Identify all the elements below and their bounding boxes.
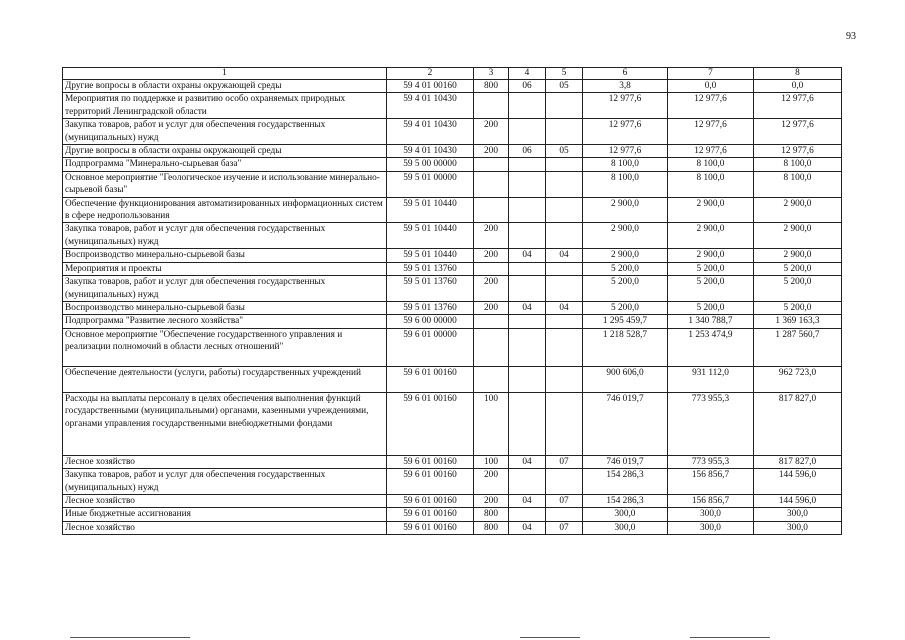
amount-year2-cell: 12 977,6 xyxy=(668,119,754,145)
subsection-cell xyxy=(546,223,583,249)
subsection-cell xyxy=(546,119,583,145)
section-cell xyxy=(509,197,546,223)
table-row xyxy=(63,301,842,314)
target-code-cell: 59 6 01 00160 xyxy=(387,521,474,534)
amount-year3-cell: 12 977,6 xyxy=(754,93,842,119)
header-cell: 3 xyxy=(474,68,509,80)
amount-year1-cell: 12 977,6 xyxy=(583,145,668,158)
budget-table xyxy=(62,67,842,535)
amount-year2-cell: 300,0 xyxy=(668,508,754,521)
expense-name-cell: Другие вопросы в области охраны окружающей среды xyxy=(63,80,387,93)
amount-year3-cell: 2 900,0 xyxy=(754,249,842,262)
target-code-cell: 59 5 01 13760 xyxy=(387,262,474,275)
amount-year1-cell: 2 900,0 xyxy=(583,197,668,223)
expense-type-cell: 200 xyxy=(474,469,509,495)
expense-name-cell: Закупка товаров, работ и услуг для обеспечения государственных (муниципальных) нужд xyxy=(63,119,387,145)
subsection-cell: 04 xyxy=(546,301,583,314)
header-cell: 6 xyxy=(583,68,668,80)
amount-year3-cell: 817 827,0 xyxy=(754,392,842,455)
expense-name-cell: Иные бюджетные ассигнования xyxy=(63,508,387,521)
amount-year3-cell: 5 200,0 xyxy=(754,301,842,314)
table-row xyxy=(63,262,842,275)
table-row xyxy=(63,494,842,507)
section-cell xyxy=(509,315,546,328)
amount-year2-cell: 300,0 xyxy=(668,521,754,534)
target-code-cell: 59 5 01 10440 xyxy=(387,223,474,249)
section-cell xyxy=(509,93,546,119)
subsection-cell xyxy=(546,392,583,455)
expense-type-cell: 200 xyxy=(474,494,509,507)
expense-name-cell: Обеспечение деятельности (услуги, работы) государственных учреждений xyxy=(63,366,387,392)
table-header-row xyxy=(63,68,842,80)
target-code-cell: 59 6 01 00160 xyxy=(387,392,474,455)
subsection-cell xyxy=(546,366,583,392)
amount-year1-cell: 154 286,3 xyxy=(583,469,668,495)
section-cell xyxy=(509,171,546,197)
amount-year3-cell: 1 369 163,3 xyxy=(754,315,842,328)
amount-year1-cell: 300,0 xyxy=(583,521,668,534)
expense-name-cell: Лесное хозяйство xyxy=(63,455,387,468)
target-code-cell: 59 6 01 00000 xyxy=(387,328,474,366)
table-row xyxy=(63,93,842,119)
section-cell xyxy=(509,276,546,302)
header-cell: 7 xyxy=(668,68,754,80)
amount-year3-cell: 144 596,0 xyxy=(754,494,842,507)
amount-year2-cell: 5 200,0 xyxy=(668,301,754,314)
amount-year2-cell: 0,0 xyxy=(668,80,754,93)
amount-year1-cell: 1 218 528,7 xyxy=(583,328,668,366)
expense-type-cell: 200 xyxy=(474,301,509,314)
target-code-cell: 59 4 01 10430 xyxy=(387,119,474,145)
amount-year3-cell: 2 900,0 xyxy=(754,223,842,249)
amount-year1-cell: 900 606,0 xyxy=(583,366,668,392)
header-cell: 1 xyxy=(63,68,387,80)
table-row xyxy=(63,197,842,223)
table-row xyxy=(63,276,842,302)
scan-edge-mark xyxy=(520,637,580,638)
expense-name-cell: Лесное хозяйство xyxy=(63,494,387,507)
amount-year2-cell: 1 340 788,7 xyxy=(668,315,754,328)
amount-year2-cell: 1 253 474,9 xyxy=(668,328,754,366)
amount-year3-cell: 300,0 xyxy=(754,508,842,521)
target-code-cell: 59 6 01 00160 xyxy=(387,455,474,468)
expense-type-cell xyxy=(474,197,509,223)
expense-name-cell: Подпрограмма "Минерально-сырьевая база" xyxy=(63,158,387,171)
section-cell: 06 xyxy=(509,145,546,158)
section-cell xyxy=(509,508,546,521)
subsection-cell xyxy=(546,262,583,275)
table-row xyxy=(63,328,842,366)
expense-type-cell xyxy=(474,158,509,171)
amount-year3-cell: 12 977,6 xyxy=(754,119,842,145)
expense-type-cell: 100 xyxy=(474,392,509,455)
expense-name-cell: Закупка товаров, работ и услуг для обеспечения государственных (муниципальных) нужд xyxy=(63,276,387,302)
section-cell xyxy=(509,469,546,495)
target-code-cell: 59 6 00 00000 xyxy=(387,315,474,328)
subsection-cell xyxy=(546,93,583,119)
amount-year1-cell: 8 100,0 xyxy=(583,158,668,171)
target-code-cell: 59 4 01 10430 xyxy=(387,93,474,119)
target-code-cell: 59 6 01 00160 xyxy=(387,469,474,495)
amount-year2-cell: 773 955,3 xyxy=(668,455,754,468)
header-cell: 2 xyxy=(387,68,474,80)
amount-year2-cell: 156 856,7 xyxy=(668,469,754,495)
expense-name-cell: Воспроизводство минерально-сырьевой базы xyxy=(63,301,387,314)
subsection-cell xyxy=(546,328,583,366)
amount-year3-cell: 12 977,6 xyxy=(754,145,842,158)
amount-year1-cell: 3,8 xyxy=(583,80,668,93)
expense-name-cell: Основное мероприятие "Обеспечение государственного управления и реализации полномочий в области лесных отношений" xyxy=(63,328,387,366)
section-cell: 04 xyxy=(509,249,546,262)
amount-year1-cell: 12 977,6 xyxy=(583,119,668,145)
subsection-cell: 04 xyxy=(546,249,583,262)
section-cell xyxy=(509,328,546,366)
section-cell: 04 xyxy=(509,455,546,468)
table-row xyxy=(63,171,842,197)
amount-year1-cell: 300,0 xyxy=(583,508,668,521)
expense-name-cell: Основное мероприятие "Геологическое изучение и использование минерально-сырьевой базы" xyxy=(63,171,387,197)
section-cell: 04 xyxy=(509,494,546,507)
target-code-cell: 59 6 01 00160 xyxy=(387,508,474,521)
expense-name-cell: Воспроизводство минерально-сырьевой базы xyxy=(63,249,387,262)
table-row xyxy=(63,223,842,249)
amount-year3-cell: 8 100,0 xyxy=(754,158,842,171)
amount-year1-cell: 8 100,0 xyxy=(583,171,668,197)
target-code-cell: 59 6 01 00160 xyxy=(387,494,474,507)
amount-year3-cell: 8 100,0 xyxy=(754,171,842,197)
target-code-cell: 59 5 01 10440 xyxy=(387,197,474,223)
expense-type-cell xyxy=(474,262,509,275)
amount-year2-cell: 12 977,6 xyxy=(668,145,754,158)
section-cell: 04 xyxy=(509,301,546,314)
expense-name-cell: Лесное хозяйство xyxy=(63,521,387,534)
expense-name-cell: Мероприятия и проекты xyxy=(63,262,387,275)
target-code-cell: 59 5 01 13760 xyxy=(387,301,474,314)
amount-year1-cell: 2 900,0 xyxy=(583,249,668,262)
header-cell: 8 xyxy=(754,68,842,80)
section-cell: 04 xyxy=(509,521,546,534)
amount-year2-cell: 5 200,0 xyxy=(668,262,754,275)
page-number: 93 xyxy=(846,31,856,42)
amount-year1-cell: 2 900,0 xyxy=(583,223,668,249)
expense-name-cell: Закупка товаров, работ и услуг для обеспечения государственных (муниципальных) нужд xyxy=(63,469,387,495)
expense-name-cell: Расходы на выплаты персоналу в целях обеспечения выполнения функций государственными (муниципальными) органами, казенными учреждениями, органами управления государственными внебюджетными фондами xyxy=(63,392,387,455)
subsection-cell: 05 xyxy=(546,80,583,93)
amount-year3-cell: 1 287 560,7 xyxy=(754,328,842,366)
amount-year2-cell: 8 100,0 xyxy=(668,171,754,197)
expense-type-cell: 200 xyxy=(474,223,509,249)
amount-year1-cell: 12 977,6 xyxy=(583,93,668,119)
table-row xyxy=(63,469,842,495)
expense-type-cell xyxy=(474,366,509,392)
subsection-cell xyxy=(546,315,583,328)
expense-type-cell: 800 xyxy=(474,508,509,521)
table-row xyxy=(63,366,842,392)
section-cell xyxy=(509,223,546,249)
expense-name-cell: Подпрограмма "Развитие лесного хозяйства" xyxy=(63,315,387,328)
amount-year1-cell: 746 019,7 xyxy=(583,455,668,468)
table-row xyxy=(63,249,842,262)
subsection-cell xyxy=(546,158,583,171)
subsection-cell xyxy=(546,469,583,495)
table-row xyxy=(63,315,842,328)
expense-name-cell: Закупка товаров, работ и услуг для обеспечения государственных (муниципальных) нужд xyxy=(63,223,387,249)
header-cell: 5 xyxy=(546,68,583,80)
amount-year1-cell: 1 295 459,7 xyxy=(583,315,668,328)
amount-year1-cell: 5 200,0 xyxy=(583,276,668,302)
amount-year3-cell: 300,0 xyxy=(754,521,842,534)
amount-year1-cell: 154 286,3 xyxy=(583,494,668,507)
expense-type-cell: 200 xyxy=(474,119,509,145)
amount-year3-cell: 0,0 xyxy=(754,80,842,93)
target-code-cell: 59 4 01 10430 xyxy=(387,145,474,158)
expense-name-cell: Обеспечение функционирования автоматизированных информационных систем в сфере недропользования xyxy=(63,197,387,223)
subsection-cell xyxy=(546,508,583,521)
amount-year3-cell: 2 900,0 xyxy=(754,197,842,223)
section-cell: 06 xyxy=(509,80,546,93)
expense-type-cell: 800 xyxy=(474,521,509,534)
subsection-cell: 05 xyxy=(546,145,583,158)
subsection-cell: 07 xyxy=(546,494,583,507)
amount-year2-cell: 156 856,7 xyxy=(668,494,754,507)
target-code-cell: 59 5 00 00000 xyxy=(387,158,474,171)
expense-type-cell xyxy=(474,171,509,197)
table-row xyxy=(63,80,842,93)
section-cell xyxy=(509,158,546,171)
subsection-cell xyxy=(546,171,583,197)
expense-type-cell: 800 xyxy=(474,80,509,93)
expense-type-cell xyxy=(474,93,509,119)
subsection-cell: 07 xyxy=(546,455,583,468)
scan-edge-mark xyxy=(70,637,190,638)
amount-year2-cell: 8 100,0 xyxy=(668,158,754,171)
section-cell xyxy=(509,392,546,455)
scan-edge-mark xyxy=(690,637,770,638)
table-row xyxy=(63,392,842,455)
table-row xyxy=(63,455,842,468)
amount-year2-cell: 2 900,0 xyxy=(668,249,754,262)
amount-year2-cell: 2 900,0 xyxy=(668,197,754,223)
expense-name-cell: Другие вопросы в области охраны окружающей среды xyxy=(63,145,387,158)
amount-year3-cell: 962 723,0 xyxy=(754,366,842,392)
section-cell xyxy=(509,366,546,392)
amount-year3-cell: 5 200,0 xyxy=(754,276,842,302)
expense-type-cell: 200 xyxy=(474,276,509,302)
subsection-cell xyxy=(546,197,583,223)
subsection-cell xyxy=(546,276,583,302)
table-row xyxy=(63,119,842,145)
section-cell xyxy=(509,262,546,275)
subsection-cell: 07 xyxy=(546,521,583,534)
amount-year2-cell: 12 977,6 xyxy=(668,93,754,119)
amount-year2-cell: 2 900,0 xyxy=(668,223,754,249)
target-code-cell: 59 5 01 10440 xyxy=(387,249,474,262)
expense-type-cell xyxy=(474,315,509,328)
amount-year3-cell: 817 827,0 xyxy=(754,455,842,468)
target-code-cell: 59 5 01 13760 xyxy=(387,276,474,302)
target-code-cell: 59 5 01 00000 xyxy=(387,171,474,197)
expense-type-cell xyxy=(474,328,509,366)
amount-year2-cell: 931 112,0 xyxy=(668,366,754,392)
amount-year3-cell: 144 596,0 xyxy=(754,469,842,495)
expense-name-cell: Мероприятия по поддержке и развитию особо охраняемых природных территорий Ленинградской области xyxy=(63,93,387,119)
table-row xyxy=(63,158,842,171)
amount-year1-cell: 5 200,0 xyxy=(583,262,668,275)
table-row xyxy=(63,521,842,534)
amount-year1-cell: 5 200,0 xyxy=(583,301,668,314)
section-cell xyxy=(509,119,546,145)
table-row xyxy=(63,145,842,158)
table-row xyxy=(63,508,842,521)
amount-year1-cell: 746 019,7 xyxy=(583,392,668,455)
expense-type-cell: 100 xyxy=(474,455,509,468)
amount-year3-cell: 5 200,0 xyxy=(754,262,842,275)
amount-year2-cell: 5 200,0 xyxy=(668,276,754,302)
expense-type-cell: 200 xyxy=(474,145,509,158)
target-code-cell: 59 6 01 00160 xyxy=(387,366,474,392)
target-code-cell: 59 4 01 00160 xyxy=(387,80,474,93)
expense-type-cell: 200 xyxy=(474,249,509,262)
amount-year2-cell: 773 955,3 xyxy=(668,392,754,455)
header-cell: 4 xyxy=(509,68,546,80)
